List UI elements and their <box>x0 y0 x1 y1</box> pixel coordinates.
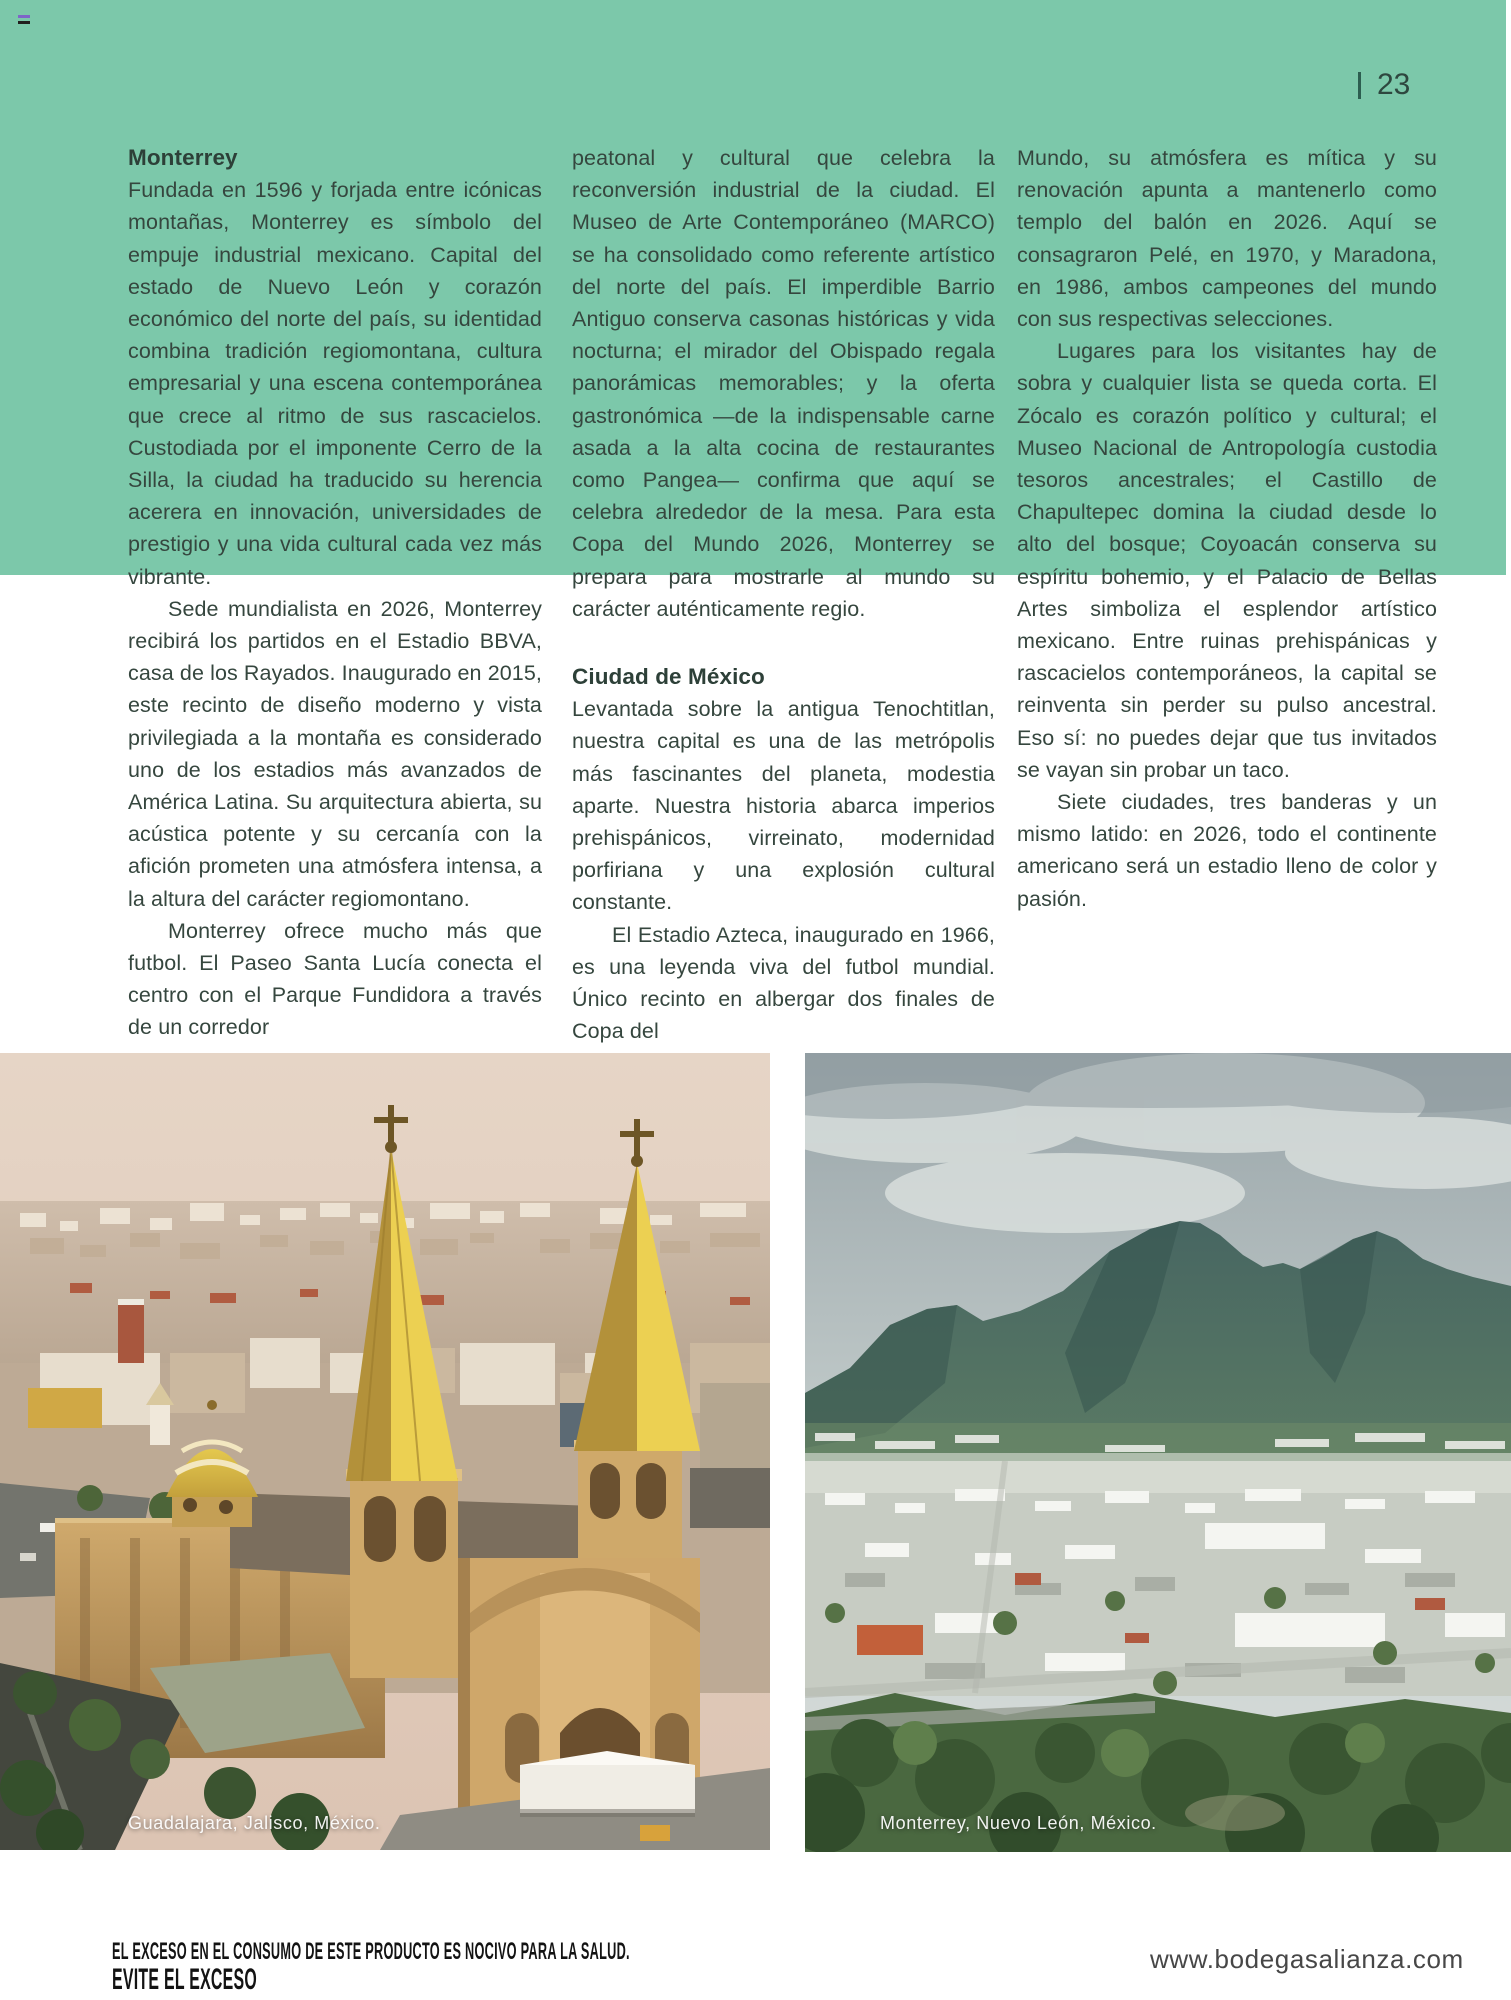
health-warning-line1: EL EXCESO EN EL CONSUMO DE ESTE PRODUCTO ES NOCIVO PARA LA SALUD. <box>112 1938 630 1965</box>
paragraph-closing: Siete ciudades, tres banderas y un mismo latido: en 2026, todo el continente americano será un estadio lleno de color y pasión. <box>1017 790 1437 911</box>
section-heading-monterrey: Monterrey <box>128 145 238 170</box>
monterrey-mountain-illustration <box>805 1053 1511 1852</box>
photo-caption-guadalajara: Guadalajara, Jalisco, México. <box>128 1813 381 1833</box>
section-heading-ciudad-de-mexico: Ciudad de México <box>572 664 765 690</box>
health-warning-line2: EVITE EL EXCESO <box>112 1963 258 1997</box>
photo-guadalajara <box>0 1053 770 1850</box>
column-right <box>1017 142 1437 915</box>
orange-building <box>857 1625 923 1655</box>
website-url: www.bodegasalianza.com <box>1150 1944 1464 1974</box>
guadalajara-cathedral-illustration <box>0 1053 770 1850</box>
page-number-value: 23 <box>1377 68 1411 101</box>
health-warning <box>112 1939 630 1995</box>
page-number-divider <box>1358 72 1361 99</box>
page-number <box>1358 68 1410 102</box>
paragraph-monterrey-1: Fundada en 1596 y forjada entre icónicas montañas, Monterrey es símbolo del empuje industrial mexicano. Capital del estado de Nuevo León y corazón económico del norte del país, su identidad combina tradición regiomontana, cultura empresarial y una escena contemporánea que crece al ritmo de sus rascacielos. Custodiada por el imponente Cerro de la Silla, la ciudad ha traducido su herencia acerera en innovación, universidades de prestigio y una vida cultural cada vez más vibrante. <box>128 178 542 589</box>
photo-caption-monterrey: Monterrey, Nuevo León, México. <box>880 1813 1157 1833</box>
paragraph-monterrey-continuation: peatonal y cultural que celebra la reconversión industrial de la ciudad. El Museo de Arte Contemporáneo (MARCO) se ha consolidado como referente artístico del norte del país. El imperdible Barrio Antiguo conserva casonas históricas y vida nocturna; el mirador del Obispado regala panorámicas memorables; y la oferta gastronómica —de la indispensable carne asada a la alta cocina de restaurantes como Pangea— confirma que aquí se celebra alrededor de la mesa. Para esta Copa del Mundo 2026, Monterrey se prepara para mostrarle al mundo su carácter auténticamente regio. <box>572 146 995 621</box>
paragraph-monterrey-3: Monterrey ofrece mucho más que futbol. El Paseo Santa Lucía conecta el centro con el Parque Fundidora a través de un corredor <box>128 918 542 1040</box>
stripe-purple <box>18 15 30 18</box>
column-middle <box>572 142 995 1047</box>
column-monterrey <box>128 142 542 1044</box>
paragraph-cdmx-continuation: Mundo, su atmósfera es mítica y su renovación apunta a mantenerlo como templo del balón en 2026. Aquí se consagraron Pelé, en 1970, y Maradona, en 1986, ambos campeones del mundo con sus respectivas selecciones. <box>1017 146 1437 332</box>
paragraph-cdmx-3: Lugares para los visitantes hay de sobra y cualquier lista se queda corta. El Zócalo es corazón político y cultural; el Museo Nacional de Antropología custodia tesoros ancestrales; el Castillo de Chapultepec domina la ciudad desde lo alto del bosque; Coyoacán conserva su espíritu bohemio, y el Palacio de Bellas Artes simboliza el esplendor artístico mexicano. Entre ruinas prehispánicas y rascacielos contemporáneos, la capital se reinventa sin perder su pulso ancestral. Eso sí: no puedes dejar que tus invitados se vayan sin probar un taco. <box>1017 339 1437 782</box>
paragraph-monterrey-2: Sede mundialista en 2026, Monterrey recibirá los partidos en el Estadio BBVA, casa de los Rayados. Inaugurado en 2015, este recinto de diseño moderno y vista privilegiada a la montaña es considerado uno de los estadios más avanzados de América Latina. Su arquitectura abierta, su acústica potente y su cercanía con la afición prometen una atmósfera intensa, a la altura del carácter regiomontano. <box>128 596 542 911</box>
paragraph-cdmx-2: El Estadio Azteca, inaugurado en 1966, es una leyenda viva del futbol mundial. Único recinto en albergar dos finales de Copa del <box>572 922 995 1044</box>
photo-monterrey <box>805 1053 1511 1852</box>
stripe-black <box>18 21 30 24</box>
stripes-icon <box>18 15 30 24</box>
paragraph-cdmx-1: Levantada sobre la antigua Tenochtitlan, nuestra capital es una de las metrópolis más fascinantes del planeta, modestia aparte. Nuestra historia abarca imperios prehispánicos, virreinato, modernidad porfiriana y una explosión cultural constante. <box>572 697 995 915</box>
